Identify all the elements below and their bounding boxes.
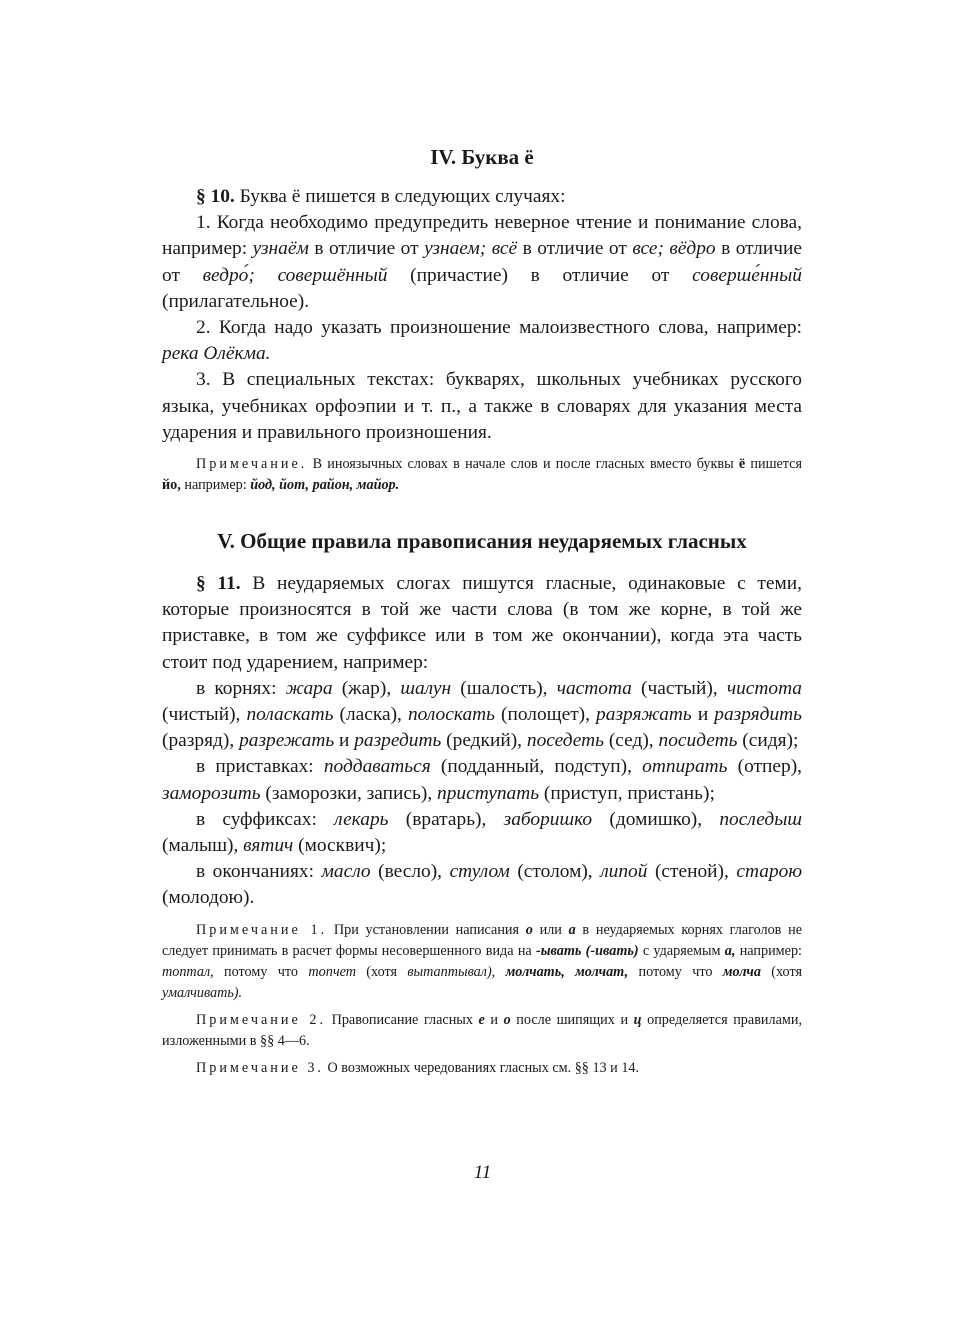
paragraph-10: § 10. Буква ё пишется в следующих случаях:: [196, 186, 566, 207]
case-3: 3. В специальных текстах: букварях, школьных учебниках русского языка, учебниках орфоэпии и т. п., а также в словарях для указания места ударения и правильного произношения.: [162, 369, 802, 443]
section-title: V. Общие правила правописания неударяемых гласных: [217, 529, 747, 553]
note-2: Примечание 2. Правописание гласных е и о после шипящих и ц определяется правилами, изложенными в §§ 4—6.: [162, 1011, 802, 1049]
case-1: 1. Когда необходимо предупредить неверное чтение и понимание слова, например: узнаём в отличие от узнаем; всё в отличие от все; вёдро в отличие от ведро́; совершённый (причастие) в отличие от соверше́нный (прилагательное).: [162, 212, 802, 312]
section-5: [162, 527, 802, 1079]
note-1: Примечание 1. При установлении написания о или а в неударяемых корнях глаголов не следует принимать в расчет формы несовершенного вида на -ывать (-ивать) с ударяемым а, например: топтал, потому что топчет (хотя вытаптывал), молчать, молчат, потому что молча (хотя умалчивать).: [162, 921, 803, 1001]
section-4: [162, 143, 802, 496]
page-number: 11: [473, 1162, 492, 1183]
prefixes-examples: в приставках: поддаваться (подданный, подступ), отпирать (отпер), заморозить (заморозки, запись), приступать (приступ, пристань);: [162, 756, 802, 804]
note: Примечание. В иноязычных словах в начале слов и после гласных вместо буквы ё пишется йо, например: йод, йот, район, майор.: [162, 456, 802, 494]
note-3: Примечание 3. О возможных чередованиях гласных см. §§ 13 и 14.: [196, 1059, 640, 1076]
paragraph-11: § 11. В неударяемых слогах пишутся гласные, одинаковые с теми, которые произносятся в той же части слова (в том же корне, в той же приставке, в том же суффиксе или в том же окончании), когда эта часть стоит под ударением, например:: [162, 573, 802, 673]
roots-examples: в корнях: жара (жар), шалун (шалость), частота (частый), чистота (чистый), поласкать (ласка), полоскать (полощет), разряжать и разрядить (разряд), разрежать и разредить (редкий), поседеть (сед), посидеть (сидя);: [162, 677, 802, 752]
endings-examples: в окончаниях: масло (весло), стулом (столом), липой (стеной), старою (молодою).: [162, 861, 803, 909]
suffixes-examples: в суффиксах: лекарь (вратарь), заборишко (домишко), последыш (малыш), вятич (москвич);: [162, 808, 802, 857]
section-title: IV. Буква ё: [430, 145, 534, 169]
case-2: 2. Когда надо указать произношение малоизвестного слова, например: река Олёкма.: [162, 317, 802, 365]
